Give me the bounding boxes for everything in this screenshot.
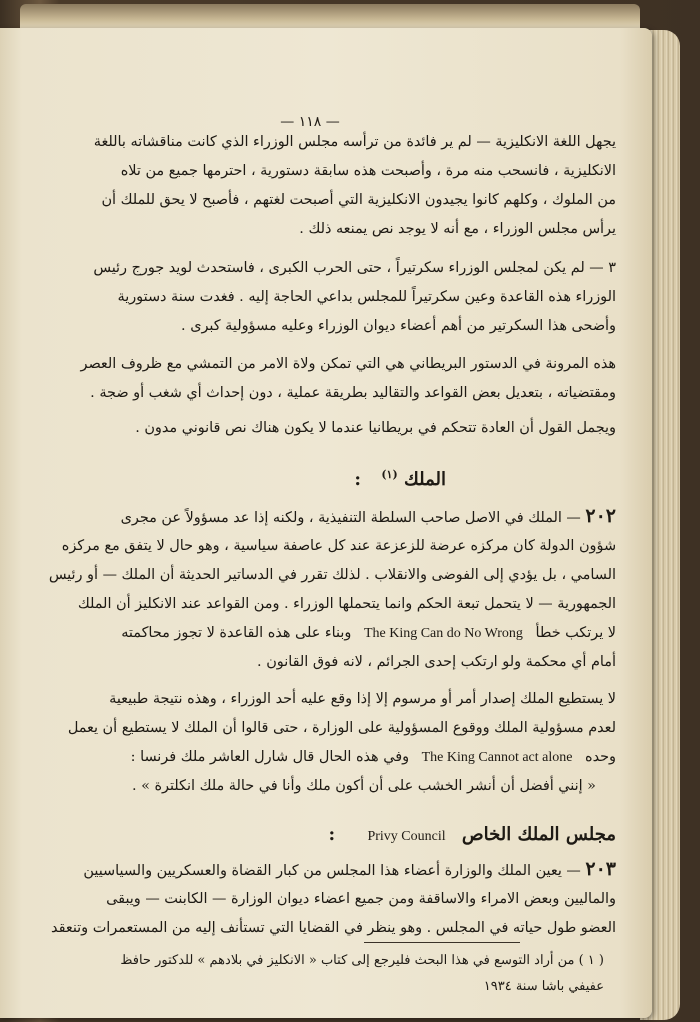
para5-line1: لا يستطيع الملك إصدار أمر أو مرسوم إلا إذا وقع عليه أحد الوزراء ، وهذه نتيجة طبيعية — [109, 691, 616, 707]
para2-line1: ٣ — لم يكن لمجلس الوزراء سكرتيراً ، حتى الحرب الكبرى ، فاستحدث لويد جورج رئيس — [93, 260, 616, 276]
page-number: — ١١٨ — — [280, 114, 340, 130]
section203-line1 — [83, 855, 616, 886]
heading-council-title: مجلس الملك الخاص — [461, 824, 616, 845]
footnote-ref: (١) — [381, 468, 398, 481]
heading-king-title: الملك — [403, 469, 446, 490]
section203-line2: والماليين وبعض الامراء والاساقفة ومن جميع اعضاء ديوان الوزارة — الكابنت — ويبقى — [106, 891, 616, 907]
para2-line3: وأضحى هذا السكرتير من أهم أعضاء ديوان الوزراء وعليه مسؤولية كبرى . — [181, 318, 616, 334]
para3-line2: ومقتضياته ، بتعديل بعض القواعد والتقاليد بطريقة عملية ، دون إحداث أي شغب أو ضجة . — [90, 385, 616, 401]
section202-line2: شؤون الدولة كان مركزه عرضة للزعزعة عند كل عاصفة سياسية ، وهو حال لا يتفق مع مركزه — [61, 538, 616, 554]
para1-line4: يرأس مجلس الوزراء ، مع أنه لا يوجد نص يمنعه ذلك . — [299, 221, 616, 237]
heading-council-latin: Privy Council — [367, 829, 446, 844]
heading-council — [329, 820, 616, 851]
section203-text1: — يعين الملك والوزارة أعضاء هذا المجلس من كبار القضاة والعسكريين والسياسيين — [83, 863, 581, 879]
footnote — [44, 948, 604, 1000]
heading-king-colon: : — [354, 469, 362, 490]
section202-line5 — [121, 619, 616, 648]
quote: « إنني أفضل أن أنشر الخشب على أن أكون ملك وأنا في حالة ملك انكلترة » . — [131, 778, 596, 794]
section202-line5-a: لا يرتكب خطأ — [535, 625, 616, 641]
para5-line2: لعدم مسؤولية الملك ووقوع المسؤولية على الوزارة ، حتى قالوا أن الملك لا يستطيع أن يعمل — [67, 720, 616, 736]
para3-line1: هذه المرونة في الدستور البريطاني هي التي تمكن ولاة الامر من التمشي مع ظروف العصر — [80, 356, 616, 372]
footnote-line1: ( ١ ) من أراد التوسع في هذا البحث فليرجع إلى كتاب « الانكليز في بلادهم » للدكتور حافظ — [120, 953, 604, 968]
section202-line6: أمام أي محكمة ولو ارتكب إحدى الجرائم ، لانه فوق القانون . — [257, 654, 616, 670]
page-top-edge — [20, 4, 640, 30]
section203-number: ٢٠٣ — [585, 858, 616, 880]
section202-line3: السامي ، بل يؤدي إلى الفوضى والانقلاب . لذلك تقرر في الدساتير الحديثة أن الملك — أو رئيس — [48, 567, 616, 583]
para1-line3: من الملوك ، وكلهم كانوا يجيدون الانكليزية التي أصبحت لغتهم ، فأصبح لا يحق للملك أن — [101, 192, 616, 208]
latin-king-cannot-act: The King Cannot act alone — [421, 750, 573, 765]
para1-line1: يجهل اللغة الانكليزية — لم ير فائدة من ترأسه مجلس الوزراء الذي كانت مناقشاته باللغة — [93, 134, 616, 150]
section202-line4: الجمهورية — لا يتحمل تبعة الحكم وانما يتحملها الوزراء . ومن القواعد عند الانكليز أن الملك — [77, 596, 616, 612]
book-page — [0, 28, 652, 1018]
footnote-line2: عفيفي باشا سنة ١٩٣٤ — [483, 979, 604, 994]
para2-line2: الوزراء هذه القاعدة وعين سكرتيراً للمجلس بداعي الحاجة إليه . فغدت سنة دستورية — [117, 289, 616, 305]
section202-line1 — [121, 502, 616, 533]
section203-line3: العضو طول حياته في المجلس . وهو ينظر في القضايا التي تستأنف إليه من المستعمرات وتنعقد — [51, 920, 616, 936]
latin-king-no-wrong: The King Can do No Wrong — [363, 626, 523, 641]
section202-line5-b: وبناء على هذه القاعدة لا تجوز محاكمته — [121, 625, 352, 641]
heading-council-colon: : — [328, 824, 336, 845]
para1-line2: الانكليزية ، فانسحب منه مرة ، وأصبحت هذه سابقة دستورية ، احترمها جميع من تلاه — [120, 163, 616, 179]
para4: ويجمل القول أن العادة تتحكم في بريطانيا عندما لا يكون هناك نص قانوني مدون . — [135, 420, 616, 436]
heading-king — [354, 460, 446, 494]
para5-line3 — [131, 743, 616, 772]
footnote-divider — [364, 942, 520, 943]
section202-number: ٢٠٢ — [585, 505, 616, 527]
para5-line3-a: وحده — [585, 749, 616, 765]
section202-text1: — الملك في الاصل صاحب السلطة التنفيذية ، ولكنه إذا عد مسؤولاً عن مجرى — [120, 510, 581, 526]
para5-line3-b: وفي هذه الحال قال شارل العاشر ملك فرنسا : — [130, 749, 410, 765]
